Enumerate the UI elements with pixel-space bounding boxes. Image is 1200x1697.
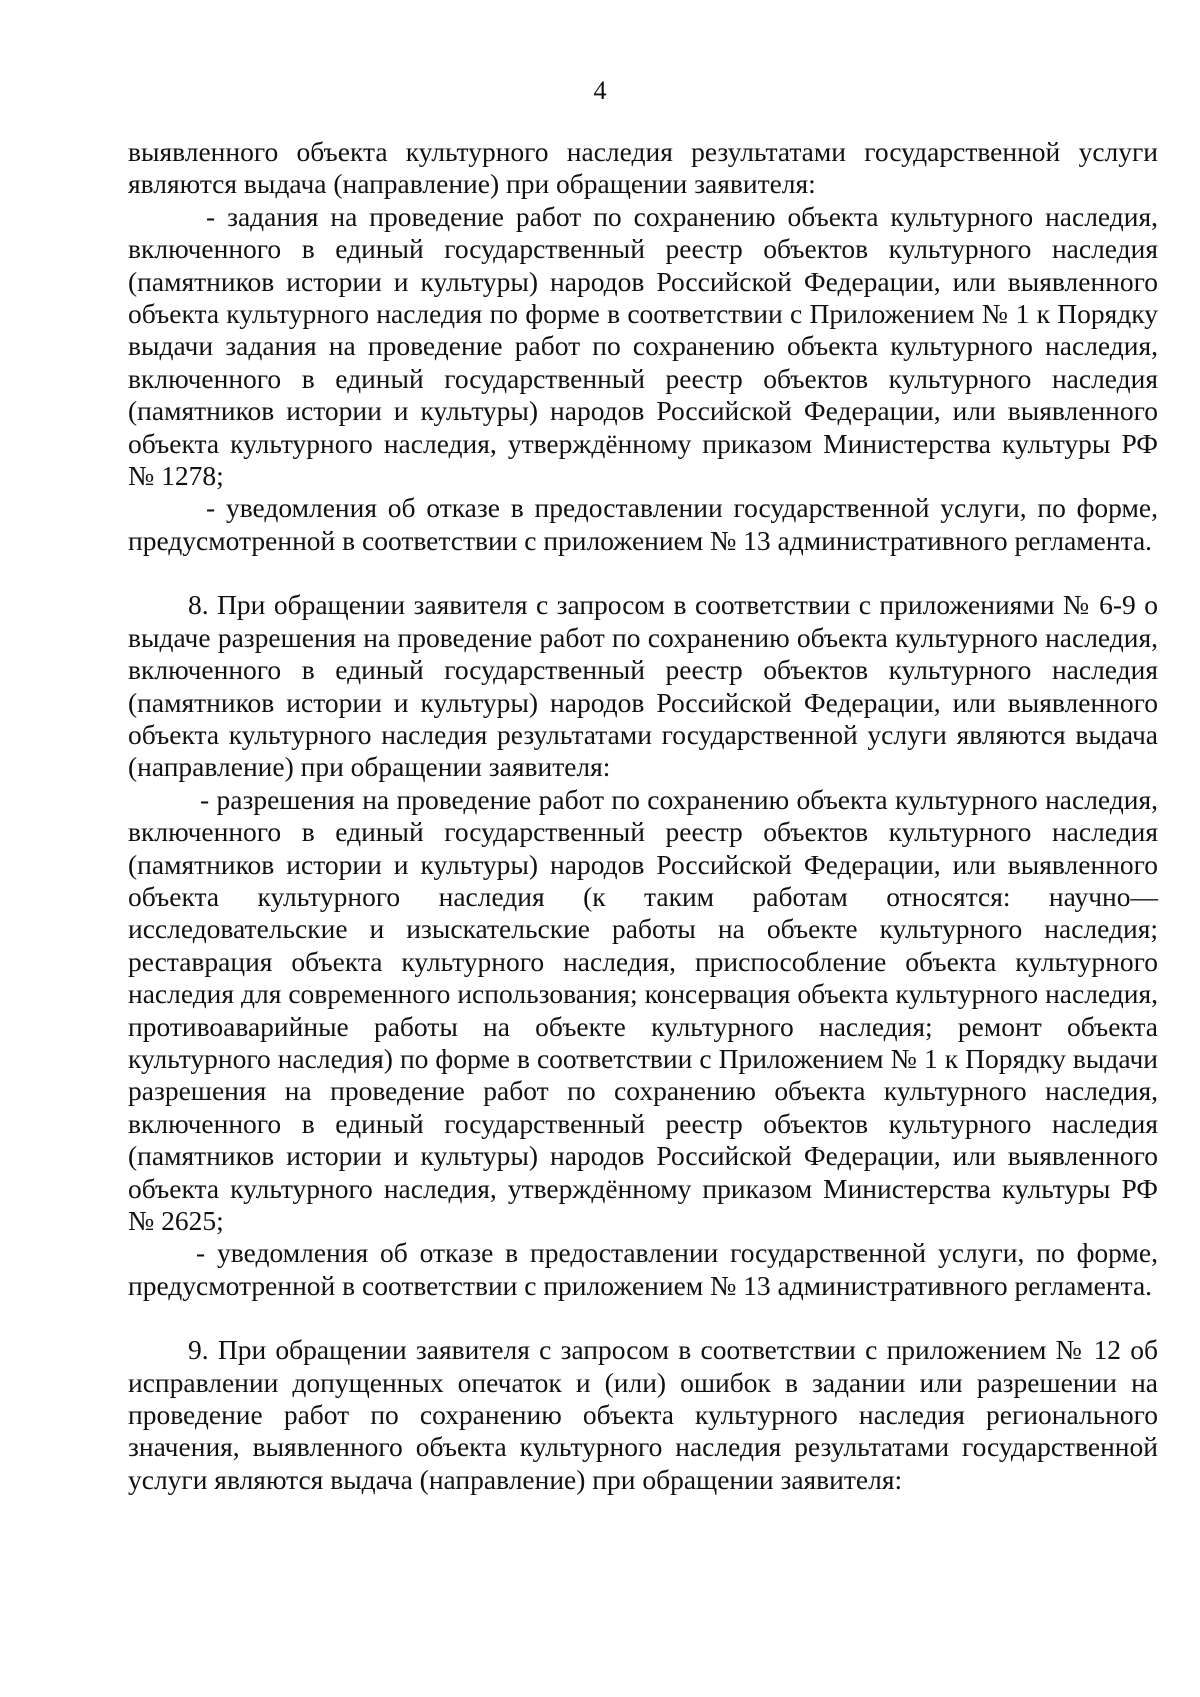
paragraph-gap — [128, 1302, 1158, 1334]
page-number: 4 — [593, 76, 607, 105]
list-item-permit: - разрешения на проведение работ по сохранению объекта культурного наследия, включенного в единый государственный реестр объектов культурного наследия (памятников истории и культуры) народов Российской Федерации, или выявленного объекта культурного наследия (к таким работам относятся: научно— исследовательские и изыскательские работы на объекте культурного наследия; реставрация объекта культурного наследия, приспособление объекта культурного наследия для современного использования; консервация объекта культурного наследия, противоаварийные работы на объекте культурного наследия; ремонт объекта культурного наследия) по форме в соответствии с Приложением № 1 к Порядку выдачи разрешения на проведение работ по сохранению объекта культурного наследия, включенного в единый государственный реестр объектов культурного наследия (памятников истории и культуры) народов Российской Федерации, или выявленного объекта культурного наследия, утверждённому приказом Министерства культуры РФ № 2625; — [128, 783, 1158, 1236]
list-item-refusal-notice: - уведомления об отказе в предоставлении государственной услуги, по форме, предусмотренной в соответствии с приложением № 13 административного регламента. — [128, 492, 1158, 556]
list-item-refusal-notice-2: - уведомления об отказе в предоставлении государственной услуги, по форме, предусмотренной в соответствии с приложением № 13 административного регламента. — [128, 1237, 1158, 1301]
paragraph-8: 8. При обращении заявителя с запросом в соответствии с приложениями № 6-9 о выдаче разрешения на проведение работ по сохранению объекта культурного наследия, включенного в единый государственный реестр объектов культурного наследия (памятников истории и культуры) народов Российской Федерации, или выявленного объекта культурного наследия результатами государственной услуги являются выдача (направление) при обращении заявителя: — [128, 589, 1158, 783]
paragraph-9: 9. При обращении заявителя с запросом в соответствии с приложением № 12 об исправлении допущенных опечаток и (или) ошибок в задании или разрешении на проведение работ по сохранению объекта культурного наследия регионального значения, выявленного объекта культурного наследия результатами государственной услуги являются выдача (направление) при обращении заявителя: — [128, 1334, 1158, 1495]
list-item-task: - задания на проведение работ по сохранению объекта культурного наследия, включенного в единый государственный реестр объектов культурного наследия (памятников истории и культуры) народов Российской Федерации, или выявленного объекта культурного наследия по форме в соответствии с Приложением № 1 к Порядку выдачи задания на проведение работ по сохранению объекта культурного наследия, включенного в единый государственный реестр объектов культурного наследия (памятников истории и культуры) народов Российской Федерации, или выявленного объекта культурного наследия, утверждённому приказом Министерства культуры РФ № 1278; — [128, 200, 1158, 492]
paragraph-continuation: выявленного объекта культурного наследия результатами государственной услуги являются выдача (направление) при обращении заявителя: — [128, 136, 1158, 200]
document-body — [128, 136, 1158, 1496]
paragraph-gap — [128, 557, 1158, 589]
